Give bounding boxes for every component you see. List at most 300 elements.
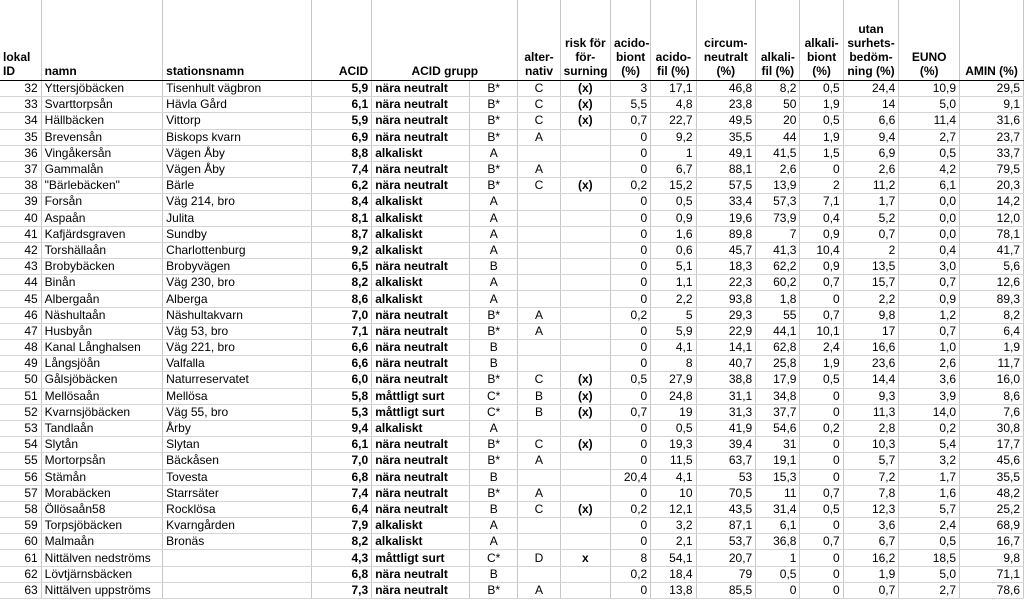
cell-acidobiont: 0,2: [611, 178, 651, 194]
cell-acid: 8,4: [312, 194, 372, 210]
cell-acid-grupp: alkaliskt: [372, 242, 470, 258]
cell-lokal-id: 54: [0, 437, 41, 453]
cell-euno: 0,5: [899, 534, 960, 550]
cell-klass: C*: [470, 404, 518, 420]
cell-risk: [560, 582, 610, 598]
cell-risk: [560, 194, 610, 210]
cell-circumneutralt: 57,5: [696, 178, 756, 194]
cell-acid-grupp: nära neutralt: [372, 372, 470, 388]
cell-acid-grupp: nära neutralt: [372, 485, 470, 501]
cell-stationsnamn: Bärle: [163, 178, 312, 194]
cell-stationsnamn: Tisenhult vägbron: [163, 81, 312, 97]
cell-alkalifil: 41,3: [756, 242, 800, 258]
cell-stationsnamn: [163, 550, 312, 566]
cell-amin: 89,3: [960, 291, 1024, 307]
cell-stationsnamn: Sundby: [163, 226, 312, 242]
cell-risk: (x): [560, 501, 610, 517]
cell-acidobiont: 0,2: [611, 566, 651, 582]
cell-utan: 10,3: [843, 437, 899, 453]
cell-amin: 41,7: [960, 242, 1024, 258]
cell-amin: 35,5: [960, 469, 1024, 485]
cell-utan: 6,6: [843, 113, 899, 129]
cell-circumneutralt: 70,5: [696, 485, 756, 501]
cell-namn: Mellösaån: [41, 388, 163, 404]
cell-acidobiont: 0: [611, 291, 651, 307]
cell-acidobiont: 0: [611, 242, 651, 258]
table-row: [0, 518, 1024, 534]
cell-acidobiont: 0: [611, 582, 651, 598]
cell-acid: 8,6: [312, 291, 372, 307]
cell-risk: (x): [560, 388, 610, 404]
cell-klass: B*: [470, 582, 518, 598]
cell-circumneutralt: 29,3: [696, 307, 756, 323]
cell-circumneutralt: 35,5: [696, 129, 756, 145]
cell-alkalibiont: 0,7: [800, 307, 843, 323]
cell-alkalibiont: 1,9: [800, 97, 843, 113]
cell-klass: C*: [470, 388, 518, 404]
cell-acid: 7,0: [312, 307, 372, 323]
cell-risk: [560, 161, 610, 177]
cell-acid-grupp: nära neutralt: [372, 259, 470, 275]
cell-lokal-id: 56: [0, 469, 41, 485]
cell-acidofil: 1: [651, 145, 696, 161]
cell-utan: 1,9: [843, 566, 899, 582]
cell-acidofil: 24,8: [651, 388, 696, 404]
cell-lokal-id: 39: [0, 194, 41, 210]
cell-alkalifil: 6,1: [756, 518, 800, 534]
cell-circumneutralt: 89,8: [696, 226, 756, 242]
cell-namn: Brevensån: [41, 129, 163, 145]
cell-alkalibiont: 1,9: [800, 356, 843, 372]
cell-alkalifil: 41,5: [756, 145, 800, 161]
cell-stationsnamn: Naturreservatet: [163, 372, 312, 388]
table-row: [0, 178, 1024, 194]
cell-acid: 5,9: [312, 113, 372, 129]
cell-klass: A: [470, 210, 518, 226]
cell-stationsnamn: Charlottenburg: [163, 242, 312, 258]
cell-risk: (x): [560, 372, 610, 388]
cell-alternativ: B: [518, 388, 560, 404]
cell-alkalifil: 0,5: [756, 566, 800, 582]
cell-lokal-id: 32: [0, 81, 41, 97]
cell-klass: B*: [470, 113, 518, 129]
cell-amin: 12,6: [960, 275, 1024, 291]
cell-risk: (x): [560, 97, 610, 113]
cell-alkalifil: 20: [756, 113, 800, 129]
cell-euno: 0,0: [899, 210, 960, 226]
cell-stationsnamn: Slytan: [163, 437, 312, 453]
cell-risk: x: [560, 550, 610, 566]
cell-namn: Albergaån: [41, 291, 163, 307]
cell-namn: Lövtjärnsbäcken: [41, 566, 163, 582]
cell-alkalifil: 31,4: [756, 501, 800, 517]
cell-acid: 8,1: [312, 210, 372, 226]
cell-amin: 14,2: [960, 194, 1024, 210]
cell-amin: 16,7: [960, 534, 1024, 550]
cell-acid: 8,2: [312, 275, 372, 291]
cell-alkalibiont: 0: [800, 437, 843, 453]
cell-euno: 0,4: [899, 242, 960, 258]
cell-alternativ: [518, 340, 560, 356]
cell-lokal-id: 51: [0, 388, 41, 404]
cell-amin: 5,6: [960, 259, 1024, 275]
cell-lokal-id: 36: [0, 145, 41, 161]
cell-acidofil: 5,1: [651, 259, 696, 275]
table-row: [0, 372, 1024, 388]
cell-lokal-id: 63: [0, 582, 41, 598]
cell-stationsnamn: Rocklösa: [163, 501, 312, 517]
cell-euno: 5,0: [899, 566, 960, 582]
cell-utan: 9,4: [843, 129, 899, 145]
cell-lokal-id: 44: [0, 275, 41, 291]
cell-acid: 5,3: [312, 404, 372, 420]
cell-acidobiont: 0: [611, 145, 651, 161]
cell-risk: [560, 226, 610, 242]
cell-euno: 3,0: [899, 259, 960, 275]
cell-acid-grupp: nära neutralt: [372, 161, 470, 177]
cell-lokal-id: 57: [0, 485, 41, 501]
cell-acidofil: 8: [651, 356, 696, 372]
cell-euno: 11,4: [899, 113, 960, 129]
cell-stationsnamn: [163, 566, 312, 582]
cell-euno: 4,2: [899, 161, 960, 177]
cell-klass: A: [470, 275, 518, 291]
header-utan-surhetsbedomning: utan surhets-bedöm-ning (%): [843, 0, 899, 81]
cell-klass: A: [470, 194, 518, 210]
cell-alternativ: [518, 518, 560, 534]
table-row: [0, 340, 1024, 356]
cell-namn: "Bärlebäcken": [41, 178, 163, 194]
cell-lokal-id: 34: [0, 113, 41, 129]
table-row: [0, 501, 1024, 517]
cell-acidofil: 13,8: [651, 582, 696, 598]
cell-risk: (x): [560, 113, 610, 129]
cell-amin: 8,6: [960, 388, 1024, 404]
cell-stationsnamn: Väg 221, bro: [163, 340, 312, 356]
cell-acid-grupp: alkaliskt: [372, 291, 470, 307]
cell-utan: 6,7: [843, 534, 899, 550]
cell-namn: Aspaån: [41, 210, 163, 226]
cell-euno: 0,7: [899, 275, 960, 291]
cell-circumneutralt: 46,8: [696, 81, 756, 97]
cell-acidobiont: 0,2: [611, 501, 651, 517]
cell-acid: 6,5: [312, 259, 372, 275]
cell-euno: 0,5: [899, 145, 960, 161]
cell-acid-grupp: måttligt surt: [372, 404, 470, 420]
cell-stationsnamn: Väg 55, bro: [163, 404, 312, 420]
cell-acidobiont: 0: [611, 161, 651, 177]
cell-klass: B: [470, 259, 518, 275]
cell-utan: 17: [843, 323, 899, 339]
cell-stationsnamn: Bäckåsen: [163, 453, 312, 469]
cell-acid-grupp: måttligt surt: [372, 550, 470, 566]
cell-acidofil: 1,1: [651, 275, 696, 291]
cell-alkalifil: 31: [756, 437, 800, 453]
table-row: [0, 194, 1024, 210]
cell-alternativ: C: [518, 372, 560, 388]
cell-utan: 12,3: [843, 501, 899, 517]
cell-namn: Gålsjöbäcken: [41, 372, 163, 388]
cell-acid-grupp: nära neutralt: [372, 97, 470, 113]
cell-namn: Kafjärdsgraven: [41, 226, 163, 242]
cell-circumneutralt: 85,5: [696, 582, 756, 598]
cell-amin: 30,8: [960, 420, 1024, 436]
header-acidobiont: acido-biont (%): [611, 0, 651, 81]
cell-euno: 0,0: [899, 226, 960, 242]
cell-alkalibiont: 0: [800, 404, 843, 420]
cell-alternativ: C: [518, 81, 560, 97]
cell-acid: 6,0: [312, 372, 372, 388]
header-alkalibiont: alkali-biont (%): [800, 0, 843, 81]
cell-klass: B*: [470, 453, 518, 469]
cell-amin: 6,4: [960, 323, 1024, 339]
cell-alkalibiont: 7,1: [800, 194, 843, 210]
cell-acidobiont: 0: [611, 437, 651, 453]
cell-circumneutralt: 18,3: [696, 259, 756, 275]
cell-utan: 7,2: [843, 469, 899, 485]
cell-circumneutralt: 19,6: [696, 210, 756, 226]
cell-acid-grupp: alkaliskt: [372, 210, 470, 226]
cell-utan: 7,8: [843, 485, 899, 501]
cell-circumneutralt: 45,7: [696, 242, 756, 258]
table-row: [0, 550, 1024, 566]
cell-acidobiont: 0: [611, 129, 651, 145]
cell-namn: Yttersjöbäcken: [41, 81, 163, 97]
cell-risk: [560, 534, 610, 550]
cell-acidofil: 1,6: [651, 226, 696, 242]
cell-lokal-id: 49: [0, 356, 41, 372]
table-row: [0, 388, 1024, 404]
cell-klass: A: [470, 291, 518, 307]
header-alkalifil: alkali-fil (%): [756, 0, 800, 81]
cell-amin: 23,7: [960, 129, 1024, 145]
header-acid-grupp: ACID grupp: [372, 0, 518, 81]
cell-risk: [560, 307, 610, 323]
cell-stationsnamn: Bronäs: [163, 534, 312, 550]
cell-namn: Långsjöån: [41, 356, 163, 372]
cell-namn: Malmaån: [41, 534, 163, 550]
cell-alternativ: [518, 226, 560, 242]
cell-acidobiont: 5,5: [611, 97, 651, 113]
cell-lokal-id: 60: [0, 534, 41, 550]
cell-lokal-id: 35: [0, 129, 41, 145]
cell-acid-grupp: nära neutralt: [372, 129, 470, 145]
cell-acidofil: 4,8: [651, 97, 696, 113]
cell-stationsnamn: Vägen Åby: [163, 145, 312, 161]
cell-alternativ: C: [518, 178, 560, 194]
cell-utan: 2,6: [843, 161, 899, 177]
cell-alkalifil: 34,8: [756, 388, 800, 404]
cell-acidofil: 0,9: [651, 210, 696, 226]
cell-acid: 7,0: [312, 453, 372, 469]
cell-amin: 78,6: [960, 582, 1024, 598]
cell-namn: Öllösaån58: [41, 501, 163, 517]
cell-alkalifil: 54,6: [756, 420, 800, 436]
cell-klass: B*: [470, 307, 518, 323]
cell-acid: 7,3: [312, 582, 372, 598]
cell-namn: Husbyån: [41, 323, 163, 339]
cell-alternativ: [518, 420, 560, 436]
cell-utan: 6,9: [843, 145, 899, 161]
cell-alkalifil: 11: [756, 485, 800, 501]
cell-klass: B*: [470, 178, 518, 194]
cell-namn: Nittälven uppströms: [41, 582, 163, 598]
cell-alkalifil: 2,6: [756, 161, 800, 177]
cell-alternativ: A: [518, 161, 560, 177]
cell-lokal-id: 47: [0, 323, 41, 339]
cell-utan: 5,7: [843, 453, 899, 469]
cell-acidofil: 4,1: [651, 469, 696, 485]
cell-alkalibiont: 0,9: [800, 259, 843, 275]
cell-alkalifil: 60,2: [756, 275, 800, 291]
cell-euno: 14,0: [899, 404, 960, 420]
cell-acid-grupp: alkaliskt: [372, 226, 470, 242]
table-row: [0, 113, 1024, 129]
cell-alkalibiont: 0: [800, 388, 843, 404]
cell-alternativ: [518, 145, 560, 161]
cell-circumneutralt: 38,8: [696, 372, 756, 388]
cell-namn: Tandlaån: [41, 420, 163, 436]
table-row: [0, 307, 1024, 323]
cell-stationsnamn: Biskops kvarn: [163, 129, 312, 145]
table-row: [0, 566, 1024, 582]
cell-acidofil: 0,5: [651, 420, 696, 436]
cell-acid: 8,7: [312, 226, 372, 242]
cell-namn: Slytån: [41, 437, 163, 453]
cell-stationsnamn: Brobyvägen: [163, 259, 312, 275]
header-alternativ: alter-nativ: [518, 0, 560, 81]
cell-circumneutralt: 53,7: [696, 534, 756, 550]
cell-alkalifil: 57,3: [756, 194, 800, 210]
cell-amin: 68,9: [960, 518, 1024, 534]
cell-alkalifil: 7: [756, 226, 800, 242]
cell-lokal-id: 48: [0, 340, 41, 356]
cell-circumneutralt: 63,7: [696, 453, 756, 469]
cell-namn: Morabäcken: [41, 485, 163, 501]
cell-risk: [560, 469, 610, 485]
cell-acid: 6,8: [312, 469, 372, 485]
cell-klass: B: [470, 356, 518, 372]
cell-alkalibiont: 0: [800, 161, 843, 177]
cell-alkalibiont: 0,5: [800, 113, 843, 129]
cell-amin: 29,5: [960, 81, 1024, 97]
cell-namn: Nittälven nedströms: [41, 550, 163, 566]
cell-risk: [560, 356, 610, 372]
cell-euno: 0,7: [899, 323, 960, 339]
cell-stationsnamn: Mellösa: [163, 388, 312, 404]
cell-acidobiont: 0,5: [611, 372, 651, 388]
cell-acid-grupp: nära neutralt: [372, 340, 470, 356]
cell-acidofil: 3,2: [651, 518, 696, 534]
cell-alkalifil: 50: [756, 97, 800, 113]
cell-alternativ: C: [518, 97, 560, 113]
cell-lokal-id: 52: [0, 404, 41, 420]
cell-alkalifil: 0: [756, 582, 800, 598]
cell-alkalibiont: 0,7: [800, 534, 843, 550]
cell-lokal-id: 58: [0, 501, 41, 517]
table-row: [0, 97, 1024, 113]
cell-acidofil: 17,1: [651, 81, 696, 97]
cell-circumneutralt: 93,8: [696, 291, 756, 307]
cell-acidofil: 9,2: [651, 129, 696, 145]
cell-acid-grupp: nära neutralt: [372, 566, 470, 582]
cell-euno: 18,5: [899, 550, 960, 566]
cell-alkalifil: 25,8: [756, 356, 800, 372]
cell-acid: 7,4: [312, 161, 372, 177]
cell-klass: A: [470, 420, 518, 436]
cell-alkalibiont: 2: [800, 178, 843, 194]
header-stationsnamn: stationsnamn: [163, 0, 312, 81]
cell-acid: 6,1: [312, 437, 372, 453]
cell-acid: 4,3: [312, 550, 372, 566]
cell-namn: Brobybäcken: [41, 259, 163, 275]
cell-alternativ: [518, 275, 560, 291]
cell-namn: Svarttorpsån: [41, 97, 163, 113]
header-acid: ACID: [312, 0, 372, 81]
cell-klass: B*: [470, 323, 518, 339]
cell-klass: B*: [470, 372, 518, 388]
cell-acid-grupp: nära neutralt: [372, 582, 470, 598]
cell-alkalibiont: 0,5: [800, 501, 843, 517]
cell-circumneutralt: 22,3: [696, 275, 756, 291]
cell-alternativ: D: [518, 550, 560, 566]
table-row: [0, 129, 1024, 145]
cell-utan: 9,3: [843, 388, 899, 404]
cell-utan: 13,5: [843, 259, 899, 275]
cell-utan: 14: [843, 97, 899, 113]
table-row: [0, 420, 1024, 436]
cell-acid: 8,2: [312, 534, 372, 550]
cell-namn: Gammalån: [41, 161, 163, 177]
cell-acid: 9,4: [312, 420, 372, 436]
cell-namn: Hällbäcken: [41, 113, 163, 129]
cell-alkalibiont: 0,5: [800, 372, 843, 388]
cell-klass: B: [470, 566, 518, 582]
cell-alternativ: A: [518, 323, 560, 339]
cell-alternativ: [518, 259, 560, 275]
cell-acid-grupp: alkaliskt: [372, 534, 470, 550]
cell-acidofil: 5,9: [651, 323, 696, 339]
cell-alternativ: C: [518, 501, 560, 517]
cell-alkalibiont: 0: [800, 518, 843, 534]
cell-euno: 5,4: [899, 437, 960, 453]
cell-alkalibiont: 10,1: [800, 323, 843, 339]
cell-risk: (x): [560, 404, 610, 420]
cell-stationsnamn: Näshultakvarn: [163, 307, 312, 323]
cell-utan: 16,2: [843, 550, 899, 566]
cell-amin: 8,2: [960, 307, 1024, 323]
cell-euno: 1,2: [899, 307, 960, 323]
cell-utan: 11,2: [843, 178, 899, 194]
cell-utan: 23,6: [843, 356, 899, 372]
cell-risk: [560, 275, 610, 291]
cell-alkalifil: 1,8: [756, 291, 800, 307]
header-lokal-id: lokal ID: [0, 0, 41, 81]
table-row: [0, 534, 1024, 550]
cell-namn: Forsån: [41, 194, 163, 210]
cell-alternativ: B: [518, 404, 560, 420]
cell-euno: 1,7: [899, 469, 960, 485]
cell-acidofil: 10: [651, 485, 696, 501]
cell-acidobiont: 0: [611, 356, 651, 372]
cell-euno: 2,4: [899, 518, 960, 534]
cell-utan: 0,7: [843, 226, 899, 242]
cell-utan: 2,2: [843, 291, 899, 307]
cell-acid-grupp: nära neutralt: [372, 356, 470, 372]
cell-amin: 9,1: [960, 97, 1024, 113]
cell-acid-grupp: nära neutralt: [372, 501, 470, 517]
cell-risk: [560, 145, 610, 161]
